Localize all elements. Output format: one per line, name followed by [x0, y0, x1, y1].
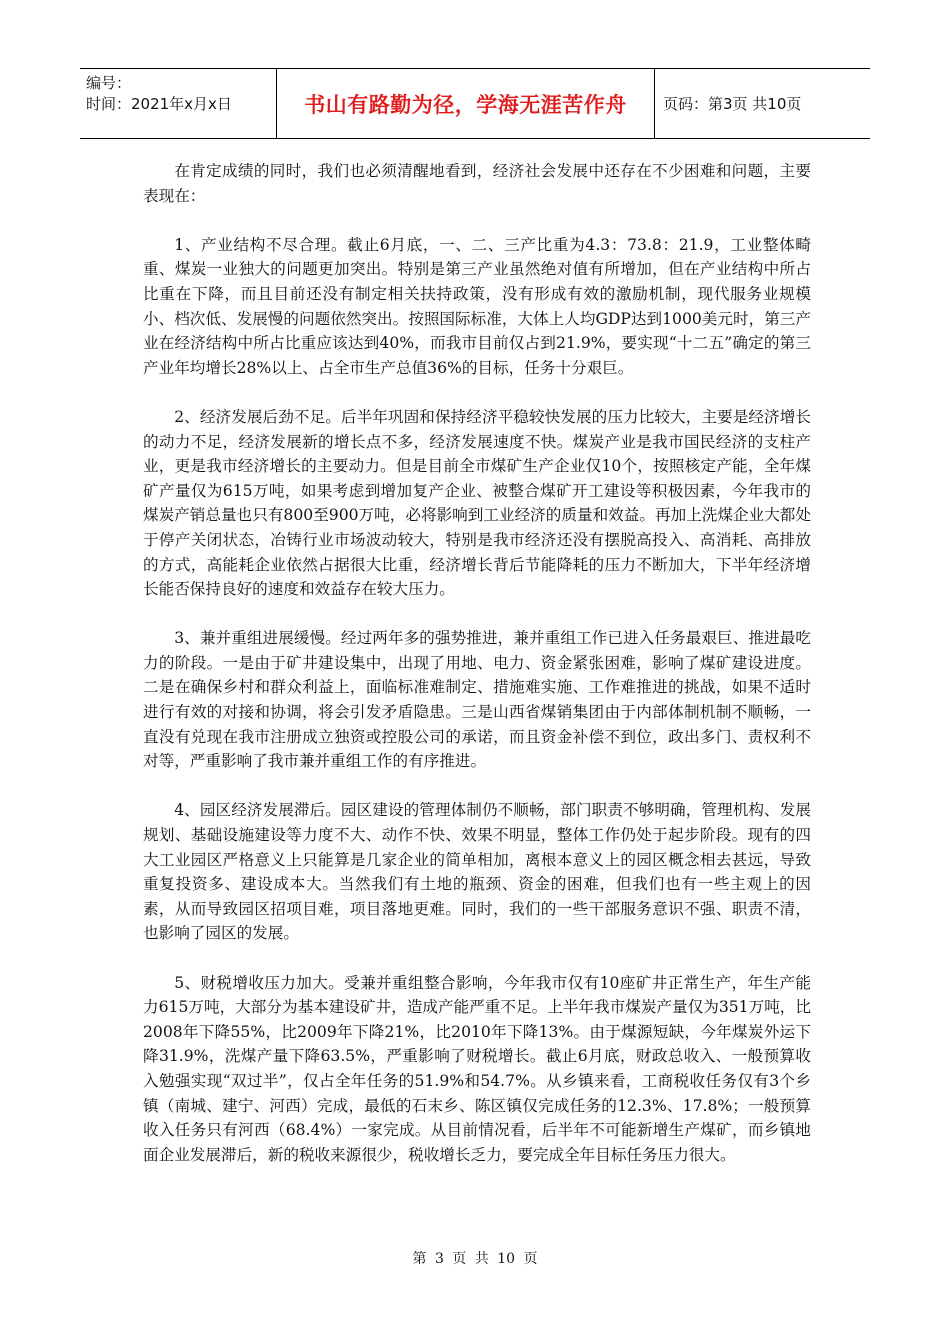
header-slogan: 书山有路勤为径，学海无涯苦作舟: [276, 69, 655, 138]
header-meta: [80, 69, 276, 138]
paragraph-industrial-parks: 4、园区经济发展滞后。园区建设的管理体制仍不顺畅，部门职责不够明确，管理机构、发展规划、基础设施建设等力度不大、动作不快、效果不明显，整体工作仍处于起步阶段。现有的四大工业园区严格意义上只能算是几家企业的简单相加，离根本意义上的园区概念相去甚远，导致重复投资多、建设成本大。当然我们有土地的瓶颈、资金的困难，但我们也有一些主观上的因素，从而导致园区招项目难，项目落地更难。同时，我们的一些干部服务意识不强、职责不清，也影响了园区的发展。: [143, 801, 811, 943]
document-date-label: 时间：2021年x月x日: [86, 95, 232, 113]
paragraph-industrial-structure: 1、产业结构不尽合理。截止6月底，一、二、三产比重为4.3：73.8：21.9，工业整体畸重、煤炭一业独大的问题更加突出。特别是第三产业虽然绝对值有所增加，但在产业结构中所占比重在下降，而且目前还没有制定相关扶持政策，没有形成有效的激励机制，现代服务业规模小、档次低、发展慢的问题依然突出。按照国际标准，大体上人均GDP达到1000美元时，第三产业在经济结构中所占比重应该达到40%，而我市目前仅占到21.9%，要实现“十二五”确定的第三产业年均增长28%以上、占全市生产总值36%的目标，任务十分艰巨。: [143, 235, 811, 377]
paragraph-intro: 在肯定成绩的同时，我们也必须清醒地看到，经济社会发展中还存在不少困难和问题，主要表现在：: [143, 162, 811, 205]
paragraph-economic-momentum: 2、经济发展后劲不足。后半年巩固和保持经济平稳较快发展的压力比较大，主要是经济增长的动力不足，经济发展新的增长点不多，经济发展速度不快。煤炭产业是我市国民经济的支柱产业，更是我市经济增长的主要动力。但是目前全市煤矿生产企业仅10个，按照核定产能，全年煤矿产量仅为615万吨，如果考虑到增加复产企业、被整合煤矿开工建设等积极因素，今年我市的煤炭产销总量也只有800至900万吨，必将影响到工业经济的质量和效益。再加上洗煤企业大都处于停产关闭状态，冶铸行业市场波动较大，特别是我市经济还没有摆脱高投入、高消耗、高排放的方式，高能耗企业依然占据很大比重，经济增长背后节能降耗的压力不断加大，下半年经济增长能否保持良好的速度和效益存在较大压力。: [143, 407, 811, 599]
page-footer: 第 3 页 共 10 页: [412, 1251, 538, 1267]
paragraph-merger-reorganization: 3、兼并重组进展缓慢。经过两年多的强势推进，兼并重组工作已进入任务最艰巨、推进最吃力的阶段。一是由于矿井建设集中，出现了用地、电力、资金紧张困难，影响了煤矿建设进度。二是在确保乡村和群众利益上，面临标准难制定、措施难实施、工作难推进的挑战，如果不适时进行有效的对接和协调，将会引发矛盾隐患。三是山西省煤销集团由于内部体制机制不顺畅，一直没有兑现在我市注册成立独资或控股公司的承诺，而且资金补偿不到位，政出多门、责权利不对等，严重影响了我市兼并重组工作的有序推进。: [143, 629, 811, 771]
document-number-label: 编号：: [86, 74, 132, 92]
page-header: [80, 68, 870, 139]
header-page-info: 页码：第3页 共10页: [663, 95, 802, 113]
document-body: [143, 159, 811, 1192]
paragraph-fiscal-revenue: 5、财税增收压力加大。受兼并重组整合影响，今年我市仅有10座矿井正常生产，年生产能力615万吨，大部分为基本建设矿井，造成产能严重不足。上半年我市煤炭产量仅为351万吨，比2008年下降55%，比2009年下降21%，比2010年下降13%。由于煤源短缺，今年煤炭外运下降31.9%，洗煤产量下降63.5%，严重影响了财税增长。截止6月底，财政总收入、一般预算收入勉强实现“双过半”，仅占全年任务的51.9%和54.7%。从乡镇来看，工商税收任务仅有3个乡镇（南城、建宁、河西）完成，最低的石末乡、陈区镇仅完成任务的12.3%、17.8%；一般预算收入任务只有河西（68.4%）一家完成。从目前情况看，后半年不可能新增生产煤矿，而乡镇地面企业发展滞后，新的税收来源很少，税收增长乏力，要完成全年目标任务压力很大。: [143, 973, 811, 1164]
